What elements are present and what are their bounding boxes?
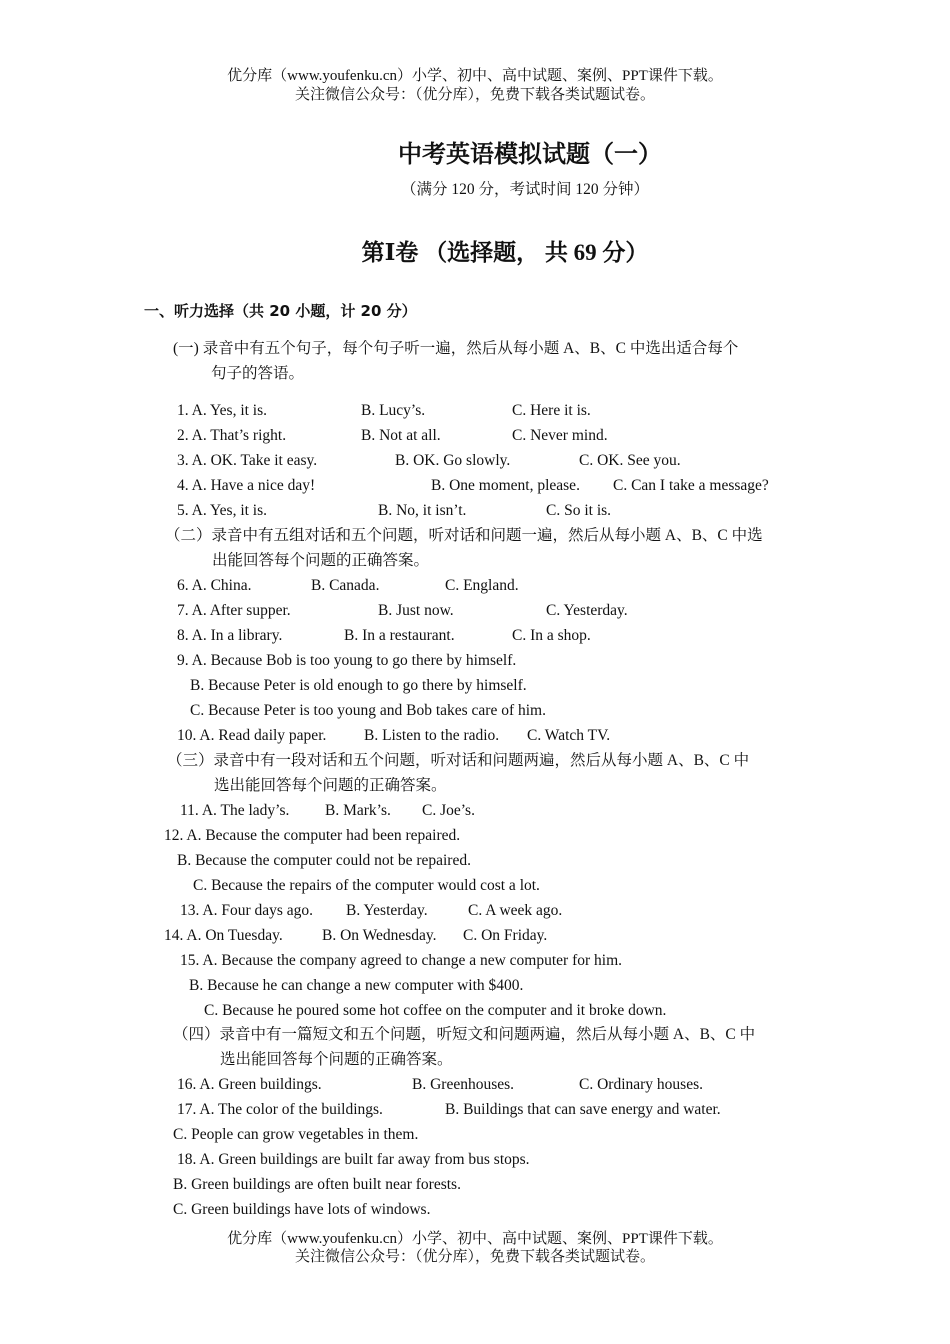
option-b: B. On Wednesday. [322,927,437,944]
option-c: C. Yesterday. [546,602,628,619]
option-b: B. OK. Go slowly. [395,452,511,469]
option-b: B. Lucy’s. [361,402,426,419]
header-line-1: 优分库（www.youfenku.cn）小学、初中、高中试题、案例、PPT课件下载。 [227,68,723,84]
option-b: B. Canada. [311,577,380,594]
instruction-4-line-2: 选出能回答每个问题的正确答案。 [220,1051,453,1068]
option-b: B. Listen to the radio. [364,727,500,744]
option-a: 10. A. Read daily paper. [177,727,327,744]
header-line-2: 关注微信公众号：（优分库），免费下载各类试题试卷。 [294,87,655,103]
option-c: C. Joe’s. [422,802,475,819]
option-b: B. Just now. [378,602,454,619]
option-a: 2. A. That’s right. [177,427,287,444]
option-c: C. Never mind. [512,427,608,444]
page-subtitle: （满分 120 分，考试时间 120 分钟） [400,181,649,198]
page-title: 中考英语模拟试题（一） [398,142,662,168]
option-c: C. In a shop. [512,627,591,644]
option-a: 8. A. In a library. [177,627,283,644]
option-c: C. So it is. [546,502,612,519]
option-a: 16. A. Green buildings. [177,1076,322,1093]
option-c: C. Because the repairs of the computer would cost a lot. [193,877,540,894]
footer-line-2: 关注微信公众号：（优分库），免费下载各类试题试卷。 [294,1249,655,1265]
option-c: C. Because Peter is too young and Bob takes care of him. [190,702,546,719]
instruction-3-line-2: 选出能回答每个问题的正确答案。 [214,777,447,794]
option-b: B. One moment, please. [431,477,580,494]
option-a: 6. A. China. [177,577,252,594]
option-b: B. Green buildings are often built near forests. [173,1176,461,1193]
instruction-1-line-1: (一) 录音中有五个句子，每个句子听一遍，然后从每小题 A、B、C 中选出适合每个 [173,340,739,357]
option-b: B. No, it isn’t. [378,502,467,519]
instruction-2-line-2: 出能回答每个问题的正确答案。 [212,552,430,569]
instruction-3-line-1: （三）录音中有一段对话和五个问题，听对话和问题两遍，然后从每小题 A、B、C 中 [167,752,750,769]
option-c: C. England. [445,577,519,594]
option-a: 11. A. The lady’s. [180,802,290,819]
option-b: B. In a restaurant. [344,627,455,644]
option-b: B. Buildings that can save energy and water. [445,1101,721,1118]
option-c: C. A week ago. [468,902,563,919]
footer-line-1: 优分库（www.youfenku.cn）小学、初中、高中试题、案例、PPT课件下载。 [227,1231,723,1247]
option-a: 7. A. After supper. [177,602,291,619]
option-b: B. Because the computer could not be repaired. [177,852,471,869]
option-a: 18. A. Green buildings are built far away from bus stops. [177,1151,530,1168]
option-a: 14. A. On Tuesday. [164,927,283,944]
option-b: B. Greenhouses. [412,1076,515,1093]
option-b: B. Yesterday. [346,902,428,919]
option-b: B. Mark’s. [325,802,391,819]
option-c: C. Because he poured some hot coffee on the computer and it broke down. [204,1002,667,1019]
option-c: C. OK. See you. [579,452,681,469]
option-c: C. Here it is. [512,402,591,419]
option-c: C. Watch TV. [527,727,611,744]
option-a: 13. A. Four days ago. [180,902,314,919]
option-c: C. Green buildings have lots of windows. [173,1201,431,1218]
option-c: C. People can grow vegetables in them. [173,1126,419,1143]
option-c: C. On Friday. [463,927,548,944]
option-a: 15. A. Because the company agreed to change a new computer for him. [180,952,623,969]
instruction-4-line-1: （四）录音中有一篇短文和五个问题，听短文和问题两遍，然后从每小题 A、B、C 中 [173,1026,756,1043]
part-title: 第Ⅰ卷 （选择题， 共 69 分） [361,240,649,265]
option-a: 3. A. OK. Take it easy. [177,452,318,469]
section-heading: 一、听力选择（共 20 小题，计 20 分） [144,302,417,320]
option-b: B. Because he can change a new computer with $400. [189,977,524,994]
option-a: 4. A. Have a nice day! [177,477,316,494]
option-a: 12. A. Because the computer had been repaired. [164,827,461,844]
option-a: 17. A. The color of the buildings. [177,1101,383,1118]
instruction-2-line-1: （二）录音中有五组对话和五个问题，听对话和问题一遍，然后从每小题 A、B、C 中选 [165,527,763,544]
option-b: B. Because Peter is old enough to go there by himself. [190,677,527,694]
option-a: 5. A. Yes, it is. [177,502,268,519]
option-a: 9. A. Because Bob is too young to go there by himself. [177,652,517,669]
instruction-1-line-2: 句子的答语。 [211,365,305,382]
option-b: B. Not at all. [361,427,441,444]
option-c: C. Ordinary houses. [579,1076,703,1093]
option-c: C. Can I take a message? [613,477,769,494]
option-a: 1. A. Yes, it is. [177,402,268,419]
